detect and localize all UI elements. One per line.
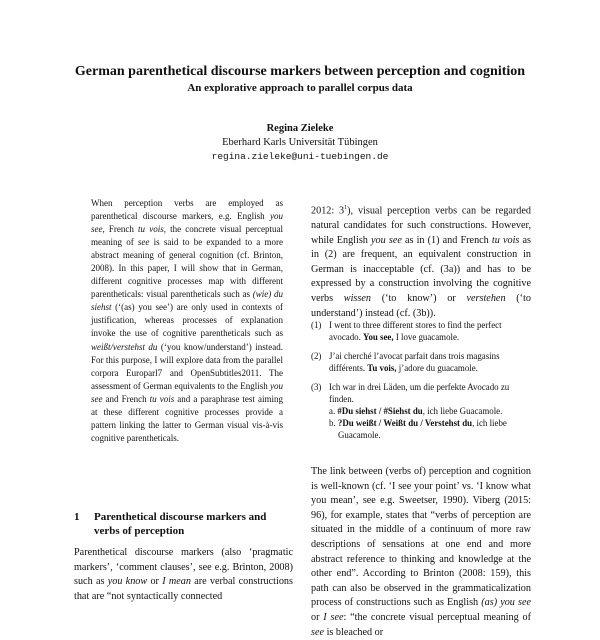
- example-text: [329, 319, 531, 343]
- abstract-text: When perception verbs are employed as parenthetical discourse markers, e.g. English: [91, 198, 283, 222]
- body-term: see: [311, 626, 325, 638]
- body-text: are verbal constructions that are “not syntactically connected: [74, 576, 293, 602]
- body-term: (as) you see: [481, 597, 532, 609]
- right-column-body: [311, 465, 531, 640]
- right-column-top: [311, 201, 531, 321]
- body-term: wissen: [343, 292, 371, 304]
- example-number: (3): [311, 382, 322, 392]
- abstract-text: and French: [102, 393, 150, 404]
- abstract-text: is said to be expanded to a more abstract meaning of general cognition (cf. Brinton, 2008). In this paper, I will show that in German, different cognitive processes map with different parentheticals: visual parentheticals such as: [91, 237, 283, 300]
- example-number: (1): [311, 320, 322, 330]
- example-3b: [329, 417, 531, 441]
- example-sentence: , ich liebe Guacamole.: [422, 406, 503, 416]
- abstract-text: and a paraphrase test aiming at these different cognitive processes provide a pattern linking the latter to German visual vis-à-vis cognitive parentheticals.: [91, 393, 283, 443]
- example-sentence: I went to three different stores to find the perfect avocado.: [329, 320, 502, 342]
- example-marker: You see,: [363, 332, 394, 342]
- example-sub-label: a.: [329, 406, 338, 416]
- paper-title: German parenthetical discourse markers between perception and cognition: [74, 64, 526, 79]
- footnote-marker[interactable]: 1: [344, 205, 348, 211]
- section-number: 1: [74, 511, 80, 523]
- abstract-text: , French: [102, 224, 139, 235]
- body-paragraph: [311, 201, 531, 321]
- author-email[interactable]: regina.zieleke@uni-tuebingen.de: [211, 151, 389, 162]
- abstract-term: weißt/verstehst du: [91, 341, 158, 352]
- abstract-term: tu vois: [149, 393, 175, 404]
- body-term: I mean: [162, 576, 191, 588]
- section-title: Parenthetical discourse markers and verbs of perception: [94, 511, 267, 537]
- example-sentence: J’ai cherché l’avocat parfait dans trois magasins différents.: [329, 351, 500, 373]
- body-text: The link between (verbs of) perception and cognition is well-known (cf. ‘I see your point’ vs. ‘I know what you mean’, see e.g. Sweetser, 1990). Viberg (2015: 96), for example, states that “verbs of perception are situated in the middle of a continuum of more raw descriptions of sensations at one end and more abstract reference to thinking and knowledge at the other end”. According to Brinton (2008: 159), this path can also be observed in the grammaticalization process of constructions such as English: [311, 466, 531, 609]
- example-sentence: Ich war in drei Läden, um die perfekte Avocado zu finden.: [329, 382, 510, 404]
- body-text: 2012: 3: [311, 205, 345, 217]
- abstract-term: see: [137, 237, 150, 248]
- abstract-text: (‘(as) you see’) are only used in contexts of justification, whereas processes of explanation invoke the use of cognitive parentheticals such as: [91, 302, 283, 339]
- abstract-term: (wie) du siehst: [91, 289, 283, 313]
- example-2: [311, 350, 531, 374]
- example-marker: #Du siehst / #Siehst du: [337, 406, 423, 416]
- abstract-text: , the concrete visual perceptual meaning of: [91, 224, 283, 248]
- body-term: tu vois: [491, 234, 520, 246]
- example-marker: ?Du weißt / Weißt du / Verstehst du: [337, 418, 473, 428]
- example-1: [311, 319, 531, 343]
- body-term: verstehen: [466, 292, 506, 304]
- body-term: you know: [107, 576, 148, 588]
- example-3: [311, 381, 531, 441]
- abstract: [91, 197, 283, 445]
- body-term: you see: [371, 234, 402, 246]
- body-text: ), visual perception verbs can be regarded natural candidates for such constructions. However, while English: [311, 205, 531, 246]
- body-text: (‘to know’) or: [370, 292, 467, 304]
- example-3a: [329, 405, 531, 417]
- example-text: [329, 350, 531, 374]
- body-text: or: [147, 576, 163, 588]
- example-marker: Tu vois,: [367, 363, 397, 373]
- example-sentence: j’adore du guacamole.: [396, 363, 478, 373]
- body-term: I see: [323, 611, 344, 623]
- abstract-term: you see: [91, 211, 283, 235]
- body-text: as in (1) and French: [401, 234, 492, 246]
- body-text: or: [311, 611, 324, 623]
- example-number: (2): [311, 351, 322, 361]
- section-heading: [74, 510, 294, 538]
- author-affiliation: Eberhard Karls Universität Tübingen: [222, 137, 378, 148]
- abstract-term: you see: [91, 380, 283, 404]
- body-text: : “the concrete visual perceptual meaning of: [343, 611, 531, 623]
- author-name: Regina Zieleke: [266, 123, 334, 134]
- body-text: (‘to understand’) instead (cf. (3b)).: [311, 292, 531, 319]
- example-text: [329, 381, 531, 441]
- section-body-left: [74, 546, 293, 604]
- body-text: as in (2) are frequent, an equivalent construction in German is inacceptable (cf. (3a)) and has to be expressed by a construction involving the cognitive verbs: [311, 234, 531, 304]
- body-text: Parenthetical discourse markers (also ‘pragmatic markers’, ‘comment clauses’, see e.g. Brinton, 2008) such as: [74, 547, 293, 588]
- abstract-text: (‘you know/understand’) instead. For this purpose, I will explore data from the parallel corpora Europarl7 and OpenSubtitles2011. The assessment of German equivalents to the English: [91, 341, 283, 391]
- example-sentence: I love guacamole.: [393, 332, 460, 342]
- example-sub-label: b.: [329, 418, 338, 428]
- abstract-term: tu vois: [138, 224, 164, 235]
- example-sentence: , ich liebe Guacamole.: [338, 418, 507, 440]
- paper-subtitle: An explorative approach to parallel corpus data: [187, 82, 413, 94]
- body-text: is bleached or: [324, 626, 384, 638]
